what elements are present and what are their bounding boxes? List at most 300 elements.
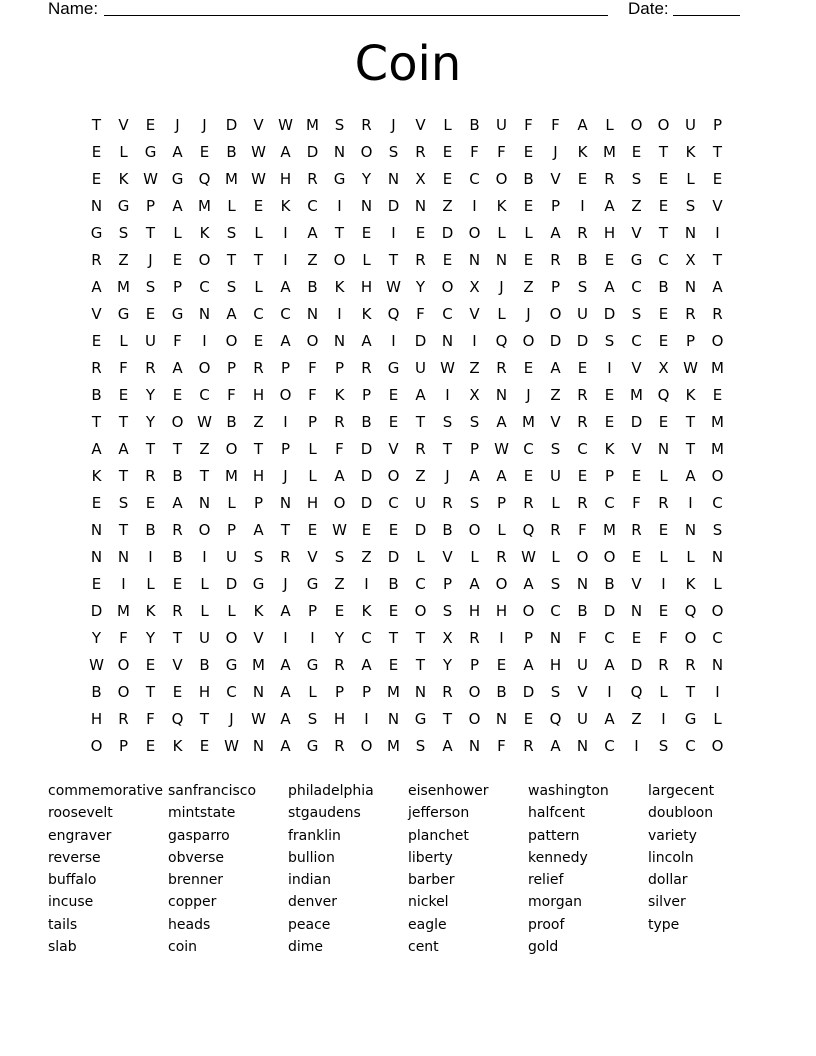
grid-letter[interactable]: G: [306, 656, 319, 674]
grid-letter[interactable]: F: [524, 116, 533, 134]
grid-letter[interactable]: O: [522, 332, 535, 350]
grid-letter[interactable]: S: [118, 224, 129, 242]
grid-letter[interactable]: Z: [631, 197, 642, 215]
grid-letter[interactable]: I: [202, 332, 207, 350]
grid-letter[interactable]: A: [280, 143, 291, 161]
grid-letter[interactable]: T: [415, 656, 426, 674]
grid-letter[interactable]: Q: [495, 332, 508, 350]
grid-letter[interactable]: D: [630, 656, 643, 674]
grid-letter[interactable]: P: [361, 386, 372, 404]
grid-letter[interactable]: P: [334, 683, 345, 701]
grid-letter[interactable]: I: [310, 629, 315, 647]
grid-letter[interactable]: N: [333, 332, 346, 350]
grid-letter[interactable]: G: [144, 143, 157, 161]
grid-letter[interactable]: V: [172, 656, 183, 674]
grid-letter[interactable]: L: [497, 521, 506, 539]
grid-letter[interactable]: E: [523, 251, 534, 269]
grid-letter[interactable]: P: [469, 656, 480, 674]
grid-letter[interactable]: O: [468, 521, 481, 539]
grid-letter[interactable]: F: [119, 359, 128, 377]
grid-letter[interactable]: N: [441, 332, 454, 350]
grid-letter[interactable]: B: [226, 413, 237, 431]
grid-letter[interactable]: G: [117, 305, 130, 323]
grid-letter[interactable]: I: [391, 224, 396, 242]
grid-letter[interactable]: C: [604, 737, 615, 755]
grid-letter[interactable]: P: [172, 278, 183, 296]
grid-letter[interactable]: I: [121, 575, 126, 593]
grid-letter[interactable]: S: [550, 575, 561, 593]
grid-letter[interactable]: R: [415, 440, 426, 458]
grid-letter[interactable]: P: [442, 575, 453, 593]
grid-letter[interactable]: O: [711, 332, 724, 350]
grid-letter[interactable]: E: [604, 413, 615, 431]
grid-letter[interactable]: I: [661, 710, 666, 728]
grid-letter[interactable]: N: [576, 737, 589, 755]
grid-letter[interactable]: L: [416, 548, 425, 566]
name-blank-line[interactable]: [104, 15, 608, 16]
grid-letter[interactable]: M: [630, 386, 643, 404]
grid-letter[interactable]: I: [661, 575, 666, 593]
grid-letter[interactable]: G: [630, 251, 643, 269]
grid-letter[interactable]: S: [550, 440, 561, 458]
grid-letter[interactable]: D: [441, 224, 454, 242]
grid-letter[interactable]: J: [283, 467, 288, 485]
grid-letter[interactable]: R: [118, 710, 129, 728]
grid-letter[interactable]: W: [440, 359, 455, 377]
grid-letter[interactable]: E: [658, 170, 669, 188]
grid-letter[interactable]: E: [91, 494, 102, 512]
grid-letter[interactable]: E: [199, 737, 210, 755]
grid-letter[interactable]: Z: [118, 251, 129, 269]
grid-letter[interactable]: D: [603, 305, 616, 323]
date-blank-line[interactable]: [673, 15, 740, 16]
grid-letter[interactable]: T: [712, 251, 723, 269]
grid-letter[interactable]: C: [226, 683, 237, 701]
grid-letter[interactable]: R: [307, 170, 318, 188]
grid-letter[interactable]: B: [307, 278, 318, 296]
grid-letter[interactable]: L: [227, 494, 236, 512]
grid-letter[interactable]: X: [658, 359, 669, 377]
grid-letter[interactable]: N: [495, 386, 508, 404]
grid-letter[interactable]: F: [497, 737, 506, 755]
grid-letter[interactable]: F: [578, 629, 587, 647]
grid-letter[interactable]: A: [469, 575, 480, 593]
grid-letter[interactable]: K: [280, 197, 291, 215]
grid-letter[interactable]: V: [631, 359, 642, 377]
grid-letter[interactable]: S: [145, 278, 156, 296]
grid-letter[interactable]: Y: [334, 629, 345, 647]
grid-letter[interactable]: R: [280, 548, 291, 566]
grid-letter[interactable]: B: [604, 575, 615, 593]
grid-letter[interactable]: L: [659, 548, 668, 566]
grid-letter[interactable]: U: [226, 548, 237, 566]
grid-letter[interactable]: L: [713, 575, 722, 593]
grid-letter[interactable]: N: [279, 494, 292, 512]
grid-letter[interactable]: F: [659, 629, 668, 647]
grid-letter[interactable]: X: [469, 278, 480, 296]
grid-letter[interactable]: N: [576, 575, 589, 593]
grid-letter[interactable]: L: [119, 332, 128, 350]
grid-letter[interactable]: G: [306, 737, 319, 755]
grid-letter[interactable]: S: [226, 278, 237, 296]
grid-letter[interactable]: N: [657, 440, 670, 458]
grid-letter[interactable]: B: [496, 683, 507, 701]
grid-letter[interactable]: H: [360, 278, 373, 296]
grid-letter[interactable]: I: [283, 224, 288, 242]
grid-letter[interactable]: T: [226, 251, 237, 269]
grid-letter[interactable]: E: [523, 359, 534, 377]
grid-letter[interactable]: E: [172, 683, 183, 701]
grid-letter[interactable]: B: [172, 467, 183, 485]
grid-letter[interactable]: L: [605, 116, 614, 134]
grid-letter[interactable]: U: [145, 332, 156, 350]
grid-letter[interactable]: T: [91, 413, 102, 431]
grid-letter[interactable]: X: [415, 170, 426, 188]
grid-letter[interactable]: B: [91, 683, 102, 701]
grid-letter[interactable]: L: [200, 602, 209, 620]
grid-letter[interactable]: C: [658, 251, 669, 269]
grid-letter[interactable]: R: [577, 224, 588, 242]
grid-letter[interactable]: O: [711, 467, 724, 485]
grid-letter[interactable]: G: [306, 575, 319, 593]
grid-letter[interactable]: O: [117, 683, 130, 701]
grid-letter[interactable]: T: [415, 629, 426, 647]
grid-letter[interactable]: J: [283, 575, 288, 593]
grid-letter[interactable]: K: [361, 305, 372, 323]
grid-letter[interactable]: D: [387, 548, 400, 566]
grid-letter[interactable]: Z: [415, 467, 426, 485]
grid-letter[interactable]: N: [252, 683, 265, 701]
grid-letter[interactable]: O: [414, 602, 427, 620]
grid-letter[interactable]: V: [253, 629, 264, 647]
grid-letter[interactable]: P: [550, 197, 561, 215]
grid-letter[interactable]: D: [387, 197, 400, 215]
grid-letter[interactable]: K: [685, 575, 696, 593]
grid-letter[interactable]: L: [686, 170, 695, 188]
grid-letter[interactable]: T: [712, 143, 723, 161]
grid-letter[interactable]: V: [388, 440, 399, 458]
grid-letter[interactable]: U: [685, 116, 696, 134]
grid-letter[interactable]: Z: [361, 548, 372, 566]
grid-letter[interactable]: P: [307, 413, 318, 431]
grid-letter[interactable]: E: [658, 602, 669, 620]
grid-letter[interactable]: L: [551, 548, 560, 566]
grid-letter[interactable]: T: [685, 683, 696, 701]
grid-letter[interactable]: R: [415, 251, 426, 269]
grid-letter[interactable]: O: [333, 251, 346, 269]
grid-letter[interactable]: O: [333, 494, 346, 512]
grid-letter[interactable]: K: [604, 440, 615, 458]
grid-letter[interactable]: L: [443, 116, 452, 134]
grid-letter[interactable]: P: [145, 197, 156, 215]
grid-letter[interactable]: S: [388, 143, 399, 161]
grid-letter[interactable]: I: [634, 737, 639, 755]
grid-letter[interactable]: E: [658, 305, 669, 323]
grid-letter[interactable]: E: [442, 143, 453, 161]
grid-letter[interactable]: Q: [549, 710, 562, 728]
grid-letter[interactable]: D: [225, 575, 238, 593]
grid-letter[interactable]: T: [253, 251, 264, 269]
grid-letter[interactable]: D: [360, 467, 373, 485]
grid-letter[interactable]: I: [283, 251, 288, 269]
grid-letter[interactable]: V: [442, 548, 453, 566]
grid-letter[interactable]: O: [630, 116, 643, 134]
grid-letter[interactable]: F: [146, 710, 155, 728]
grid-letter[interactable]: F: [578, 521, 587, 539]
grid-letter[interactable]: E: [361, 224, 372, 242]
grid-letter[interactable]: R: [712, 305, 723, 323]
grid-letter[interactable]: A: [280, 710, 291, 728]
grid-letter[interactable]: W: [386, 278, 401, 296]
grid-letter[interactable]: O: [225, 440, 238, 458]
grid-letter[interactable]: X: [469, 386, 480, 404]
grid-letter[interactable]: N: [198, 305, 211, 323]
grid-letter[interactable]: L: [146, 575, 155, 593]
grid-letter[interactable]: O: [306, 332, 319, 350]
grid-letter[interactable]: E: [388, 602, 399, 620]
grid-letter[interactable]: R: [496, 548, 507, 566]
grid-letter[interactable]: P: [469, 440, 480, 458]
grid-letter[interactable]: G: [684, 710, 697, 728]
grid-letter[interactable]: I: [283, 413, 288, 431]
grid-letter[interactable]: O: [468, 683, 481, 701]
grid-letter[interactable]: M: [603, 521, 616, 539]
grid-letter[interactable]: P: [307, 602, 318, 620]
grid-letter[interactable]: N: [468, 251, 481, 269]
grid-letter[interactable]: D: [90, 602, 103, 620]
grid-letter[interactable]: E: [145, 494, 156, 512]
grid-letter[interactable]: T: [145, 683, 156, 701]
grid-letter[interactable]: M: [306, 116, 319, 134]
grid-letter[interactable]: S: [604, 332, 615, 350]
grid-letter[interactable]: J: [553, 143, 558, 161]
grid-letter[interactable]: V: [91, 305, 102, 323]
grid-letter[interactable]: E: [172, 575, 183, 593]
grid-letter[interactable]: P: [118, 737, 129, 755]
grid-letter[interactable]: I: [337, 305, 342, 323]
grid-letter[interactable]: D: [360, 494, 373, 512]
grid-letter[interactable]: K: [577, 143, 588, 161]
grid-letter[interactable]: V: [550, 170, 561, 188]
grid-letter[interactable]: K: [199, 224, 210, 242]
grid-letter[interactable]: H: [468, 602, 481, 620]
grid-letter[interactable]: J: [175, 116, 180, 134]
grid-letter[interactable]: A: [685, 467, 696, 485]
grid-letter[interactable]: U: [415, 494, 426, 512]
grid-letter[interactable]: E: [631, 629, 642, 647]
grid-letter[interactable]: V: [118, 116, 129, 134]
grid-letter[interactable]: R: [91, 359, 102, 377]
grid-letter[interactable]: F: [173, 332, 182, 350]
grid-letter[interactable]: H: [90, 710, 103, 728]
grid-letter[interactable]: S: [550, 683, 561, 701]
grid-letter[interactable]: B: [172, 548, 183, 566]
grid-letter[interactable]: V: [631, 224, 642, 242]
grid-letter[interactable]: E: [658, 332, 669, 350]
grid-letter[interactable]: W: [251, 170, 266, 188]
grid-letter[interactable]: E: [712, 386, 723, 404]
grid-letter[interactable]: A: [91, 440, 102, 458]
grid-letter[interactable]: E: [253, 332, 264, 350]
grid-letter[interactable]: S: [442, 602, 453, 620]
grid-letter[interactable]: S: [469, 413, 480, 431]
grid-letter[interactable]: E: [91, 143, 102, 161]
grid-letter[interactable]: R: [145, 359, 156, 377]
grid-letter[interactable]: E: [172, 386, 183, 404]
grid-letter[interactable]: A: [361, 332, 372, 350]
grid-letter[interactable]: A: [712, 278, 723, 296]
grid-letter[interactable]: F: [308, 359, 317, 377]
grid-letter[interactable]: O: [684, 629, 697, 647]
grid-letter[interactable]: A: [280, 683, 291, 701]
grid-letter[interactable]: A: [226, 305, 237, 323]
grid-letter[interactable]: A: [172, 197, 183, 215]
grid-letter[interactable]: T: [172, 440, 183, 458]
grid-letter[interactable]: T: [118, 467, 129, 485]
grid-letter[interactable]: T: [199, 710, 210, 728]
grid-letter[interactable]: N: [360, 197, 373, 215]
grid-letter[interactable]: V: [631, 440, 642, 458]
grid-letter[interactable]: B: [388, 575, 399, 593]
grid-letter[interactable]: O: [360, 143, 373, 161]
grid-letter[interactable]: K: [496, 197, 507, 215]
grid-letter[interactable]: C: [712, 629, 723, 647]
grid-letter[interactable]: E: [658, 413, 669, 431]
grid-letter[interactable]: E: [361, 521, 372, 539]
grid-letter[interactable]: R: [550, 521, 561, 539]
grid-letter[interactable]: F: [308, 386, 317, 404]
grid-letter[interactable]: G: [171, 305, 184, 323]
grid-letter[interactable]: A: [550, 737, 561, 755]
grid-letter[interactable]: E: [388, 521, 399, 539]
grid-letter[interactable]: A: [280, 278, 291, 296]
grid-letter[interactable]: A: [91, 278, 102, 296]
grid-letter[interactable]: P: [496, 494, 507, 512]
grid-letter[interactable]: Y: [145, 629, 156, 647]
grid-letter[interactable]: E: [442, 170, 453, 188]
grid-letter[interactable]: L: [254, 224, 263, 242]
grid-letter[interactable]: Z: [307, 251, 318, 269]
grid-letter[interactable]: A: [604, 710, 615, 728]
grid-letter[interactable]: H: [252, 386, 265, 404]
grid-letter[interactable]: J: [148, 251, 153, 269]
grid-letter[interactable]: S: [118, 494, 129, 512]
grid-letter[interactable]: N: [387, 710, 400, 728]
grid-letter[interactable]: D: [414, 521, 427, 539]
grid-letter[interactable]: Y: [145, 413, 156, 431]
grid-letter[interactable]: T: [118, 413, 129, 431]
grid-letter[interactable]: W: [251, 710, 266, 728]
grid-letter[interactable]: N: [117, 548, 130, 566]
grid-letter[interactable]: K: [334, 386, 345, 404]
grid-letter[interactable]: U: [577, 656, 588, 674]
grid-letter[interactable]: M: [711, 440, 724, 458]
grid-letter[interactable]: B: [226, 143, 237, 161]
grid-letter[interactable]: L: [497, 224, 506, 242]
grid-letter[interactable]: B: [523, 170, 534, 188]
grid-letter[interactable]: R: [172, 521, 183, 539]
grid-letter[interactable]: J: [202, 116, 207, 134]
grid-letter[interactable]: R: [550, 251, 561, 269]
grid-letter[interactable]: R: [442, 494, 453, 512]
grid-letter[interactable]: C: [712, 494, 723, 512]
grid-letter[interactable]: R: [442, 683, 453, 701]
grid-letter[interactable]: Z: [523, 278, 534, 296]
grid-letter[interactable]: L: [497, 305, 506, 323]
grid-letter[interactable]: M: [225, 467, 238, 485]
grid-letter[interactable]: A: [604, 197, 615, 215]
grid-letter[interactable]: V: [253, 116, 264, 134]
grid-letter[interactable]: C: [442, 305, 453, 323]
grid-letter[interactable]: N: [90, 521, 103, 539]
grid-letter[interactable]: L: [524, 224, 533, 242]
grid-letter[interactable]: O: [198, 251, 211, 269]
grid-letter[interactable]: I: [337, 197, 342, 215]
grid-letter[interactable]: O: [576, 548, 589, 566]
grid-letter[interactable]: R: [253, 359, 264, 377]
grid-letter[interactable]: A: [307, 224, 318, 242]
grid-letter[interactable]: R: [496, 359, 507, 377]
grid-letter[interactable]: T: [145, 440, 156, 458]
grid-letter[interactable]: A: [550, 359, 561, 377]
grid-letter[interactable]: E: [523, 467, 534, 485]
grid-letter[interactable]: G: [225, 656, 238, 674]
grid-letter[interactable]: S: [415, 737, 426, 755]
grid-letter[interactable]: D: [225, 116, 238, 134]
grid-letter[interactable]: O: [468, 224, 481, 242]
grid-letter[interactable]: W: [251, 143, 266, 161]
grid-letter[interactable]: N: [387, 170, 400, 188]
grid-letter[interactable]: N: [90, 197, 103, 215]
grid-letter[interactable]: Z: [469, 359, 480, 377]
grid-letter[interactable]: K: [172, 737, 183, 755]
grid-letter[interactable]: R: [145, 467, 156, 485]
grid-letter[interactable]: O: [225, 332, 238, 350]
grid-letter[interactable]: O: [225, 629, 238, 647]
grid-letter[interactable]: E: [388, 656, 399, 674]
grid-letter[interactable]: M: [603, 143, 616, 161]
grid-letter[interactable]: H: [549, 656, 562, 674]
grid-letter[interactable]: T: [658, 143, 669, 161]
grid-letter[interactable]: E: [145, 305, 156, 323]
grid-letter[interactable]: D: [522, 683, 535, 701]
grid-letter[interactable]: A: [604, 656, 615, 674]
grid-letter[interactable]: M: [387, 683, 400, 701]
grid-letter[interactable]: A: [280, 602, 291, 620]
grid-letter[interactable]: J: [526, 305, 531, 323]
grid-letter[interactable]: B: [91, 386, 102, 404]
grid-letter[interactable]: P: [523, 629, 534, 647]
grid-letter[interactable]: N: [468, 737, 481, 755]
grid-letter[interactable]: O: [549, 305, 562, 323]
grid-letter[interactable]: R: [334, 656, 345, 674]
grid-letter[interactable]: C: [199, 278, 210, 296]
grid-letter[interactable]: U: [577, 305, 588, 323]
grid-letter[interactable]: C: [253, 305, 264, 323]
grid-letter[interactable]: O: [90, 737, 103, 755]
grid-letter[interactable]: M: [117, 602, 130, 620]
grid-letter[interactable]: Y: [361, 170, 372, 188]
grid-letter[interactable]: A: [253, 521, 264, 539]
grid-letter[interactable]: S: [685, 197, 696, 215]
grid-letter[interactable]: H: [333, 710, 346, 728]
grid-letter[interactable]: R: [334, 413, 345, 431]
grid-letter[interactable]: Y: [145, 386, 156, 404]
grid-letter[interactable]: D: [360, 440, 373, 458]
grid-letter[interactable]: O: [495, 170, 508, 188]
grid-letter[interactable]: H: [198, 683, 211, 701]
grid-letter[interactable]: S: [442, 413, 453, 431]
